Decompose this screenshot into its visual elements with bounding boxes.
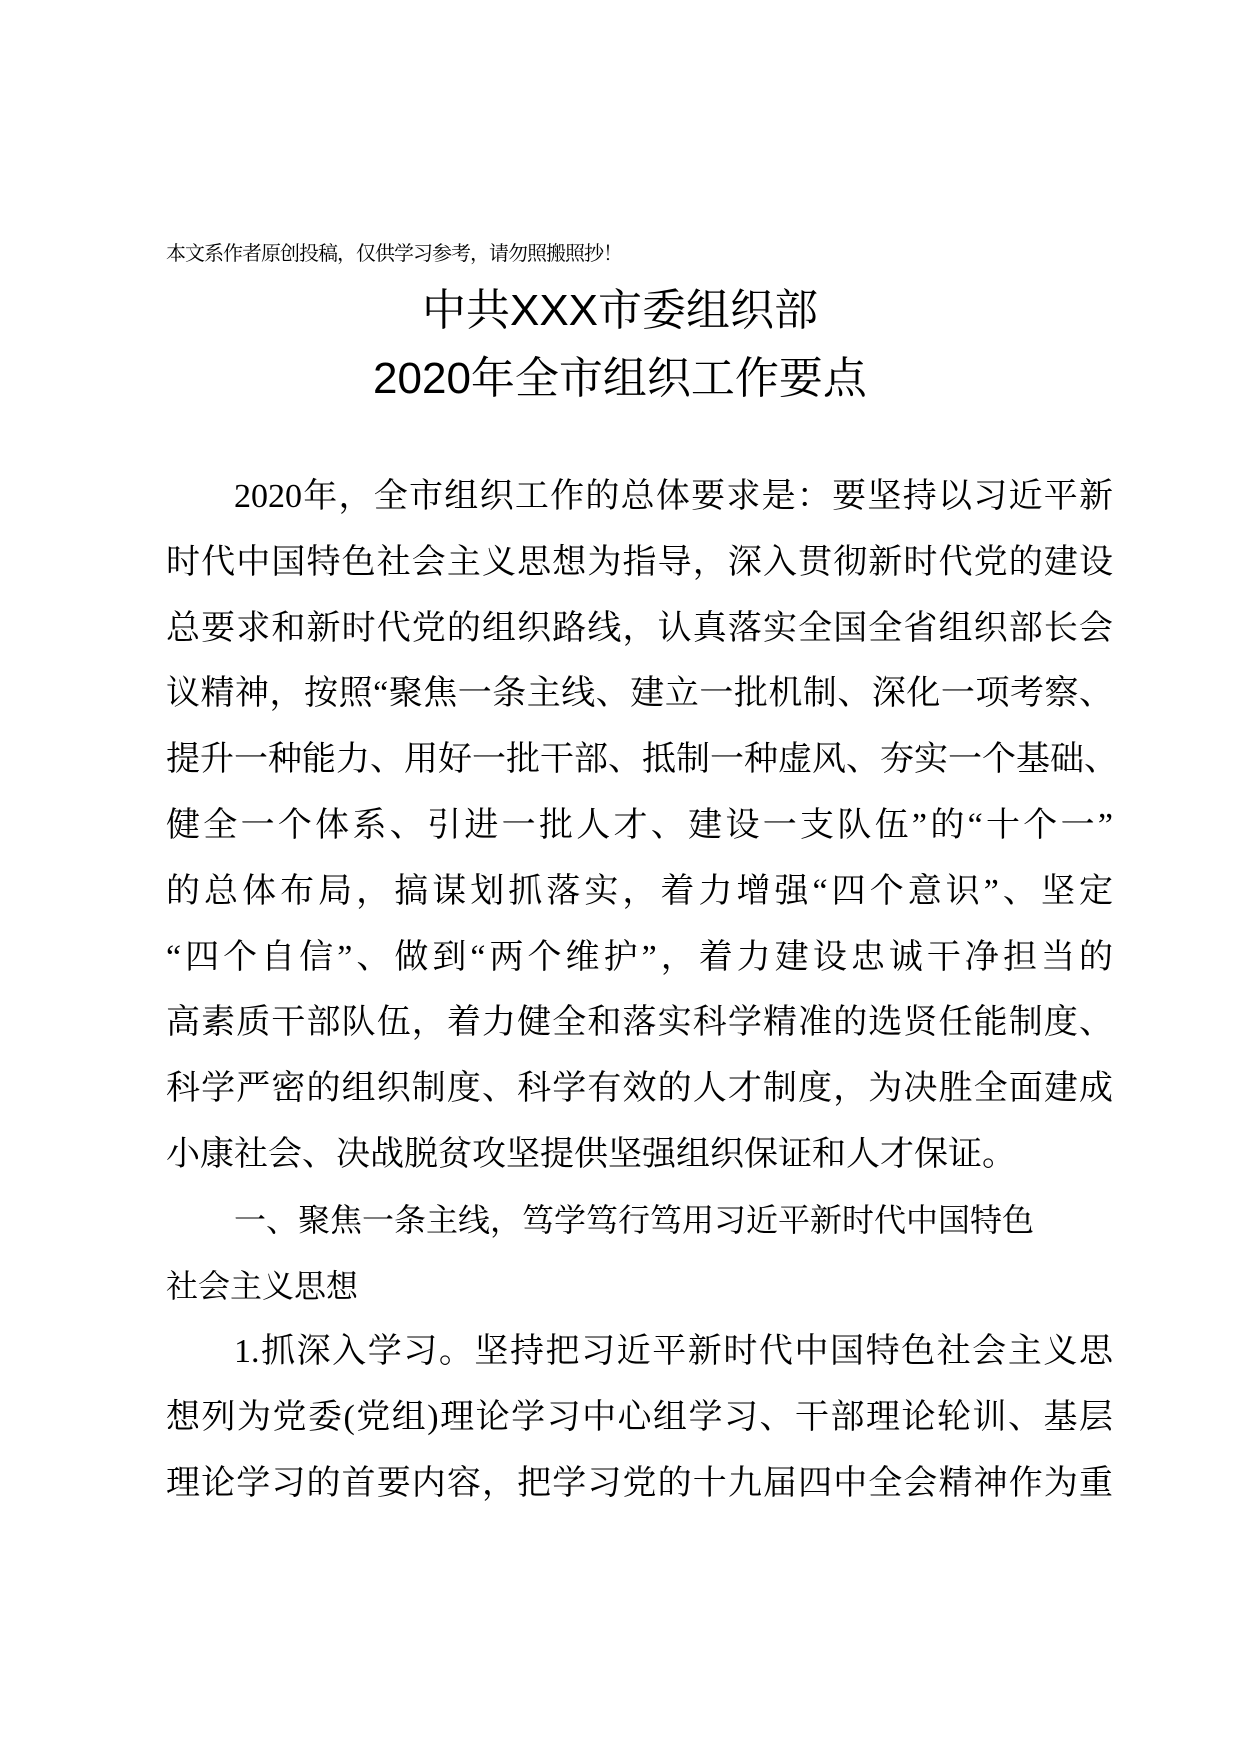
paragraph-line: 健全一个体系、引进一批人才、建设一支队伍”的“十个一” <box>166 806 1113 844</box>
paragraph-line: 1.抓深入学习。坚持把习近平新时代中国特色社会主义思 <box>234 1333 1113 1371</box>
copyright-notice: 本文系作者原创投稿，仅供学习参考，请勿照搬照抄！ <box>166 241 622 265</box>
document-title-line2: 2020年全市组织工作要点 <box>373 354 867 403</box>
paragraph-line: 科学严密的组织制度、科学有效的人才制度，为决胜全面建成 <box>166 1070 1113 1108</box>
paragraph-line: 想列为党委(党组)理论学习中心组学习、干部理论轮训、基层 <box>166 1399 1113 1437</box>
paragraph-line: 2020年，全市组织工作的总体要求是：要坚持以习近平新 <box>234 478 1113 515</box>
paragraph-line: 小康社会、决战脱贫攻坚提供坚强组织保证和人才保证。 <box>166 1135 1016 1173</box>
paragraph-line: “四个自信”、做到“两个维护”，着力建设忠诚干净担当的 <box>166 938 1113 976</box>
paragraph-line: 理论学习的首要内容，把学习党的十九届四中全会精神作为重 <box>166 1464 1113 1502</box>
paragraph-line: 议精神，按照“聚焦一条主线、建立一批机制、深化一项考察、 <box>166 675 1113 713</box>
paragraph-line: 时代中国特色社会主义思想为指导，深入贯彻新时代党的建设 <box>166 543 1113 581</box>
paragraph-line: 提升一种能力、用好一批干部、抵制一种虚风、夯实一个基础、 <box>166 741 1118 779</box>
paragraph-line: 高素质干部队伍，着力健全和落实科学精准的选贤任能制度、 <box>166 1004 1113 1042</box>
document-title-line1: 中共XXX市委组织部 <box>421 286 819 335</box>
paragraph-line: 总要求和新时代党的组织路线，认真落实全国全省组织部长会 <box>166 609 1113 647</box>
paragraph-line: 的总体布局，搞谋划抓落实，着力增强“四个意识”、坚定 <box>166 872 1113 910</box>
document-body <box>166 464 1118 1517</box>
section-heading: 社会主义思想 <box>166 1266 359 1305</box>
section-heading: 一、聚焦一条主线，笃学笃行笃用习近平新时代中国特色 <box>234 1200 1035 1239</box>
